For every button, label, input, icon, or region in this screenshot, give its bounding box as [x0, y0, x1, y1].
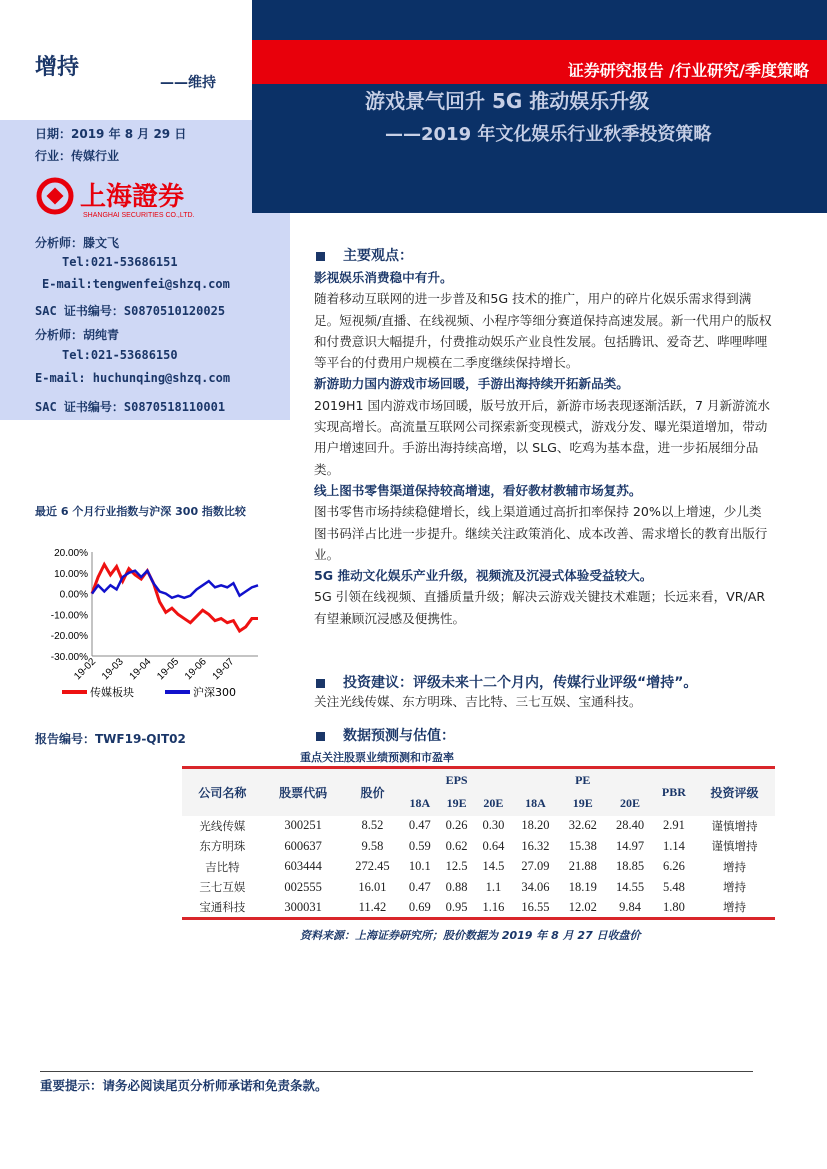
table-cell: 14.97 [616, 838, 645, 853]
table-cell: 0.30 [482, 818, 505, 833]
analyst-sac: SAC 证书编号：S0870518110001 [35, 400, 226, 414]
col-pbr: PBR [654, 768, 694, 816]
table-cell: 12.02 [568, 899, 597, 914]
previous-rating: ——维持 [160, 75, 216, 91]
table-cell: 谨慎增持 [711, 818, 758, 833]
table-cell: 0.64 [482, 838, 505, 853]
table-cell: 002555 [284, 879, 322, 894]
table-row [182, 877, 775, 898]
col-rating: 投资评级 [694, 768, 775, 816]
x-tick-label: 19-03 [99, 656, 126, 683]
x-tick-label: 19-04 [127, 656, 154, 683]
rating: 增持 [35, 55, 80, 80]
legend-label: 沪深300 [193, 686, 236, 699]
section-data-forecast [316, 725, 455, 745]
svg-text:SHANGHAI SECURITIES CO.,LTD.: SHANGHAI SECURITIES CO.,LTD. [83, 212, 195, 219]
col-company: 公司名称 [182, 768, 263, 816]
table-cell: 光线传媒 [199, 818, 246, 833]
col-pe: PE [512, 768, 654, 792]
report-title: 游戏景气回升 5G 推动娱乐升级 [365, 89, 650, 113]
point-heading: 影视娱乐消费稳中有升。 [314, 270, 453, 285]
point-text: 5G 引领在线视频、直播质量升级；解决云游戏关键技术难题；长远来看，VR/AR 有望兼顾沉浸感及便携性。 [314, 589, 766, 626]
y-tick-label: 10.00% [54, 568, 88, 580]
table-cell: 11.42 [358, 899, 387, 914]
table-cell: 600637 [284, 838, 322, 853]
company-logo [35, 175, 225, 224]
analyst-sac: SAC 证书编号：S0870510120025 [35, 304, 226, 318]
table-cell: 14.55 [616, 879, 645, 894]
col-year: 18A [512, 792, 559, 816]
point-heading: 新游助力国内游戏市场回暖，手游出海持续开拓新品类。 [314, 376, 629, 392]
report-date: 日期：2019 年 8 月 29 日 [35, 127, 187, 141]
report-number: 报告编号：TWF19-QIT02 [35, 732, 186, 746]
table-cell: 21.88 [568, 859, 597, 874]
table-cell: 18.20 [521, 818, 550, 833]
table-cell: 15.38 [568, 838, 597, 853]
analyst-name: 分析师：滕文飞 [35, 236, 120, 250]
table-cell: 18.85 [616, 859, 645, 874]
analyst-name: 分析师：胡纯青 [35, 328, 120, 342]
table-cell: 9.58 [361, 838, 384, 853]
section-main-points [316, 245, 413, 265]
logo-emblem-icon [35, 175, 225, 220]
y-tick-label: 20.00% [54, 548, 88, 559]
table-source: 资料来源：上海证券研究所；股价数据为 2019 年 8 月 27 日收盘价 [300, 929, 641, 942]
table-cell: 1.14 [662, 838, 685, 853]
table-cell: 300251 [284, 818, 322, 833]
table-cell: 16.55 [521, 899, 550, 914]
industry: 行业：传媒行业 [35, 149, 120, 163]
table-cell: 0.88 [445, 879, 468, 894]
table-cell: 0.62 [445, 838, 468, 853]
table-cell: 1.16 [482, 899, 505, 914]
footer-divider [40, 1071, 753, 1072]
table-cell: 34.06 [521, 879, 550, 894]
col-code: 股票代码 [263, 768, 344, 816]
table-cell: 8.52 [361, 818, 384, 833]
table-cell: 300031 [284, 899, 322, 914]
series-line-1 [92, 571, 258, 598]
table-cell: 0.47 [408, 879, 431, 894]
analyst-email[interactable]: E-mail: huchunqing@shzq.com [35, 371, 231, 385]
table-cell: 吉比特 [205, 859, 240, 874]
legend-label: 传媒板块 [90, 686, 134, 699]
col-year: 19E [559, 792, 606, 816]
col-price: 股价 [344, 768, 402, 816]
table-cell: 1.1 [485, 879, 502, 894]
footer-notice: 重要提示：请务必阅读尾页分析师承诺和免责条款。 [40, 1078, 328, 1093]
table-cell: 28.40 [616, 818, 645, 833]
x-tick-label: 19-02 [72, 656, 99, 683]
table-cell: 增持 [723, 859, 747, 874]
col-year: 18A [401, 792, 438, 816]
table-cell: 宝通科技 [199, 900, 246, 914]
table-cell: 18.19 [568, 879, 597, 894]
col-year: 20E [475, 792, 512, 816]
investment-text: 关注光线传媒、东方明珠、吉比特、三七互娱、宝通科技。 [314, 694, 642, 709]
y-tick-label: -30.00% [50, 652, 88, 663]
y-tick-label: 0.00% [59, 589, 88, 601]
col-year: 19E [438, 792, 475, 816]
table-cell: 32.62 [568, 818, 597, 833]
table-cell: 14.5 [482, 859, 505, 874]
report-subtitle: ——2019 年文化娱乐行业秋季投资策略 [385, 124, 712, 145]
table-cell: 增持 [723, 880, 747, 895]
table-row [182, 816, 775, 837]
y-tick-label: -10.00% [50, 610, 88, 622]
col-year: 20E [606, 792, 653, 816]
table-cell: 0.59 [408, 838, 431, 853]
table-caption: 重点关注股票业绩预测和市盈率 [300, 751, 454, 764]
svg-text:上海證券: 上海證券 [80, 182, 185, 212]
point-text: 图书零售市场持续稳健增长，线上渠道通过高折扣率保持 20%以上增速，少儿类图书码洋占比进一步提升。继续关注政策消化、成本改善、需求增长的教育出版行业。 [314, 504, 768, 562]
x-tick-label: 19-07 [210, 656, 237, 683]
table-cell: 10.1 [408, 859, 431, 874]
point-heading: 5G 推动文化娱乐产业升级，视频流及沉浸式体验受益较大。 [314, 568, 653, 584]
index-comparison-chart [30, 540, 270, 700]
col-eps: EPS [401, 768, 511, 792]
analyst-email[interactable]: E-mail:tengwenfei@shzq.com [42, 277, 230, 291]
table-cell: 0.26 [445, 818, 468, 833]
section-title: 数据预测与估值： [343, 728, 455, 744]
table-cell: 1.80 [662, 899, 685, 914]
table-row [182, 857, 775, 878]
forecast-table [182, 766, 775, 920]
section-investment-advice [316, 672, 697, 692]
point-text: 随着移动互联网的进一步普及和5G 技术的推广，用户的碎片化娱乐需求得到满足。短视频/直播、在线视频、小程序等细分赛道保持高速发展。新一代用户的版权和付费意识大幅提升，付费推动娱乐产业良性发展。包括腾讯、爱奇艺、哔哩哔哩等平台的付费用户规模在二季度继续保持增长。 [314, 291, 772, 371]
table-cell: 9.84 [619, 899, 641, 914]
section-title: 投资建议：评级未来十二个月内，传媒行业评级“增持”。 [343, 675, 698, 691]
main-points [314, 267, 774, 629]
table-cell: 12.5 [445, 859, 468, 874]
bullet-square-icon [316, 252, 325, 261]
table-cell: 16.32 [521, 838, 550, 853]
point-text: 2019H1 国内游戏市场回暖，版号放开后，新游市场表现逐渐活跃，7 月新游流水实现高增长。高流量互联网公司探索新变现模式，游戏分发、曝光渠道增加，带动用户增速回升。手游出海持续高增，以 SLG、吃鸡为基本盘，进一步拓展细分品类。 [314, 397, 770, 477]
analyst-tel: Tel:021-53686151 [62, 255, 178, 269]
bullet-square-icon [316, 679, 325, 688]
table-row [182, 836, 775, 857]
y-tick-label: -20.00% [50, 631, 88, 643]
analyst-tel: Tel:021-53686150 [62, 348, 178, 362]
table-cell: 东方明珠 [199, 839, 246, 854]
point-heading: 线上图书零售渠道保持较高增速，看好教材教辅市场复苏。 [314, 482, 642, 498]
table-cell: 0.69 [408, 899, 431, 914]
table-cell: 谨慎增持 [711, 839, 758, 854]
table-cell: 16.01 [358, 879, 387, 894]
table-cell: 27.09 [521, 859, 550, 874]
table-cell: 5.48 [662, 879, 685, 894]
table-row [182, 898, 775, 919]
table-cell: 增持 [723, 900, 747, 914]
x-tick-label: 19-05 [155, 656, 182, 683]
table-cell: 603444 [284, 859, 322, 874]
table-cell: 272.45 [355, 859, 390, 874]
table-cell: 三七互娱 [199, 880, 246, 895]
chart-title: 最近 6 个月行业指数与沪深 300 指数比较 [35, 505, 246, 518]
bullet-square-icon [316, 732, 325, 741]
table-cell: 6.26 [662, 859, 685, 874]
table-cell: 0.47 [408, 818, 431, 833]
report-category: 证券研究报告 /行业研究/季度策略 [567, 61, 809, 80]
table-cell: 2.91 [662, 818, 685, 833]
section-title: 主要观点： [343, 248, 413, 264]
table-cell: 0.95 [445, 899, 468, 914]
x-tick-label: 19-06 [182, 656, 209, 683]
